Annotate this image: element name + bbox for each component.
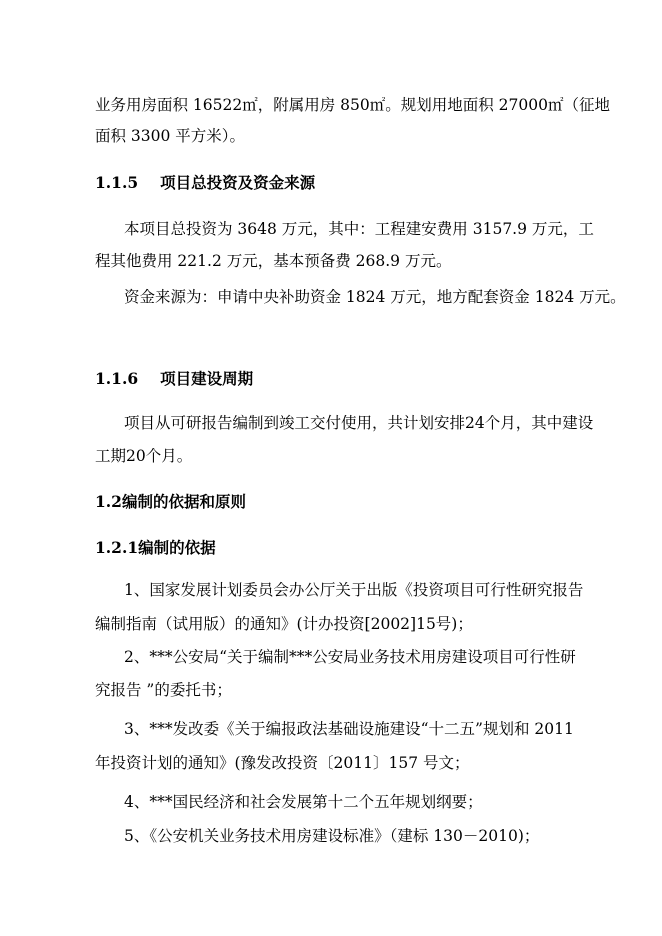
basis-item-2-line-2: 究报告 ”的委托书； <box>95 681 232 699</box>
section-heading-1-1-5 <box>95 173 315 193</box>
basis-item-2-line-1: 2、***公安局“关于编制***公安局业务技术用房建设项目可行性研 <box>124 648 576 666</box>
section-heading-1-2-1: 1.2.1编制的依据 <box>95 538 216 557</box>
area-paragraph-line-2: 面积 3300 平方米）。 <box>95 127 246 145</box>
basis-item-1-line-1: 1、国家发展计划委员会办公厅关于出版《投资项目可行性研究报告 <box>124 581 584 599</box>
section-number: 1.1.5 <box>95 173 139 192</box>
basis-item-1-line-2: 编制指南（试用版）的通知》(计办投资[2002]15号)； <box>95 615 473 633</box>
basis-item-3-line-2: 年投资计划的通知》(豫发改投资〔2011〕157 号文； <box>95 754 470 772</box>
section-heading-1-1-6 <box>95 369 253 389</box>
section-heading-1-2: 1.2编制的依据和原则 <box>95 492 246 511</box>
period-paragraph-line-1: 项目从可研报告编制到竣工交付使用，共计划安排24个月，其中建设 <box>124 414 594 432</box>
section-number: 1.1.6 <box>95 369 139 388</box>
basis-item-4: 4、***国民经济和社会发展第十二个五年规划纲要； <box>124 793 483 811</box>
investment-paragraph-line-1: 本项目总投资为 3648 万元，其中：工程建安费用 3157.9 万元，工 <box>124 220 594 238</box>
basis-item-5: 5、《公安机关业务技术用房建设标准》（建标 130－2010)； <box>124 827 540 845</box>
section-title: 项目总投资及资金来源 <box>160 173 316 192</box>
area-paragraph-line-1: 业务用房面积 16522㎡，附属用房 850㎡。规划用地面积 27000㎡（征地 <box>95 96 610 114</box>
investment-paragraph-line-2: 程其他费用 221.2 万元，基本预备费 268.9 万元。 <box>95 252 452 270</box>
period-paragraph-line-2: 工期20个月。 <box>95 447 193 465</box>
funding-paragraph: 资金来源为：申请中央补助资金 1824 万元，地方配套资金 1824 万元。 <box>124 288 626 306</box>
basis-item-3-line-1: 3、***发改委《关于编报政法基础设施建设“十二五”规划和 2011 <box>124 720 574 738</box>
section-title: 项目建设周期 <box>160 369 254 388</box>
